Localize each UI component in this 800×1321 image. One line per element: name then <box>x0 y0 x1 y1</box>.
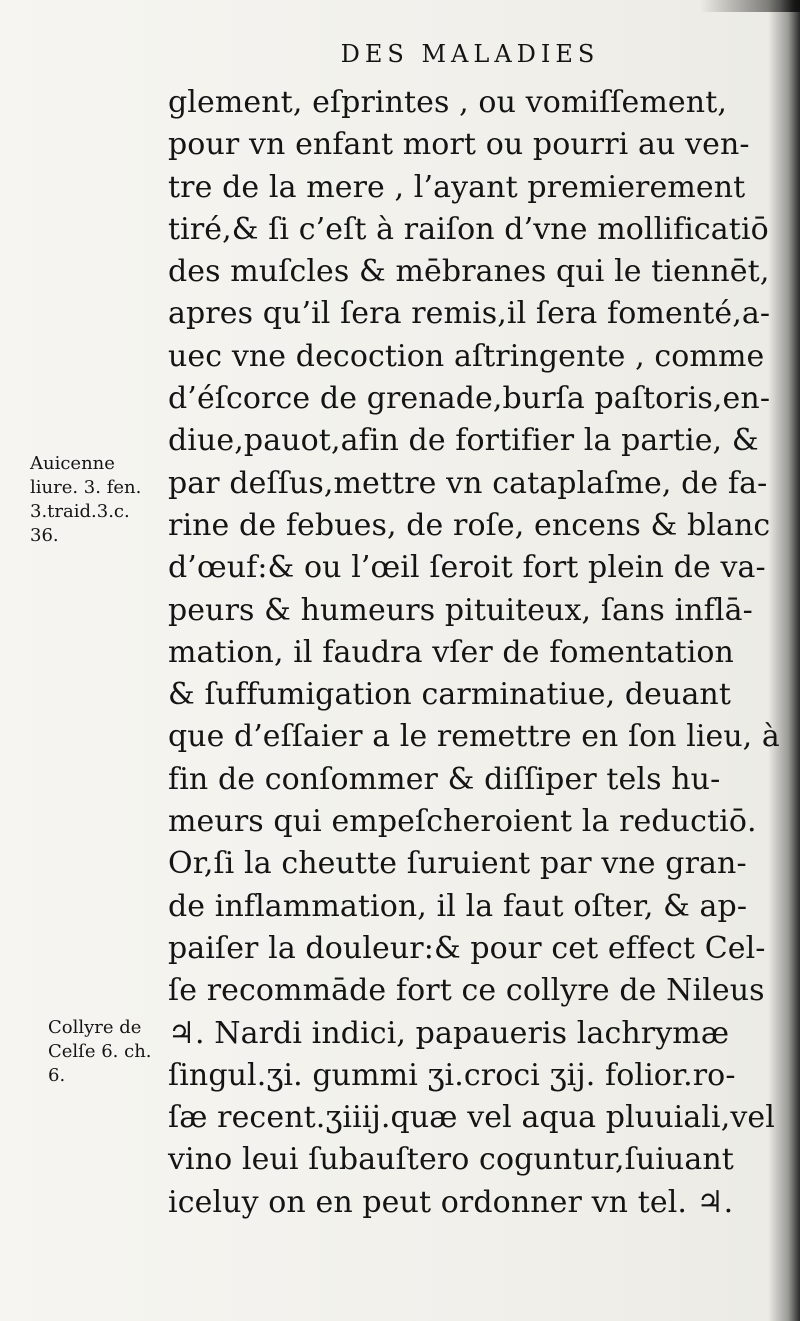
text-line: iceluy on en peut ordonner vn tel. ♃. <box>168 1184 734 1220</box>
marginal-note-avicenna <box>30 452 141 548</box>
text-line: ſe recommāde fort ce collyre de Nileus <box>168 973 765 1009</box>
text-line: pour vn enfant mort ou pourri au ven- <box>168 127 750 163</box>
text-line: ♃. Nardi indici, papaueris lachrymæ <box>168 1015 730 1051</box>
text-line: & ſuffumigation carminatiue, deuant <box>168 677 732 713</box>
text-line: tiré,& ſi c’eſt à raiſon d’vne mollificatiō <box>168 211 769 247</box>
text-line: ſæ recent.ʒiiij.quæ vel aqua pluuiali,vel <box>168 1100 775 1136</box>
marginal-note-line: 36. <box>30 525 59 546</box>
text-line: d’éſcorce de grenade,burſa paſtoris,en- <box>168 381 771 417</box>
text-line: que d’eſſaier a le remettre en ſon lieu, à <box>168 719 780 755</box>
marginal-note-line: Celſe 6. ch. <box>48 1041 152 1062</box>
text-line: vino leui ſubauſtero coguntur,ſuiuant <box>168 1142 734 1178</box>
text-line: meurs qui empeſcheroient la reductiō. <box>168 804 757 840</box>
text-line: mation, il faudra vſer de fomentation <box>168 634 734 670</box>
text-line: des muſcles & mēbranes qui le tiennēt, <box>168 254 770 290</box>
marginal-note-line: Collyre de <box>48 1017 142 1038</box>
marginal-note-line: 3.traid.3.c. <box>30 501 130 522</box>
text-line: apres qu’il ſera remis,il ſera fomenté,a- <box>168 296 771 332</box>
text-line: glement, eſprintes , ou vomiſſement, <box>168 85 727 120</box>
text-line: d’œuf:& ou l’œil ſeroit fort plein de va- <box>168 550 766 586</box>
text-line: par deſſus,mettre vn cataplaſme, de fa- <box>168 465 768 501</box>
body-text <box>168 82 780 1224</box>
marginal-note-line: liure. 3. fen. <box>30 477 142 498</box>
page-edge-shadow <box>700 0 800 12</box>
text-line: rine de febues, de roſe, encens & blanc <box>168 507 771 543</box>
text-line: Or,ſi la cheutte ſuruient par vne gran- <box>168 846 747 882</box>
text-line: diue,pauot,afin de fortifier la partie, & <box>168 423 759 459</box>
text-line: tre de la mere , l’ayant premierement <box>168 169 746 205</box>
text-line: paiſer la douleur:& pour cet effect Cel- <box>168 930 766 966</box>
marginal-note-collyre <box>48 1016 152 1088</box>
marginal-note-line: Auicenne <box>30 453 115 474</box>
text-line: de inflammation, il la faut oſter, & ap- <box>168 888 748 924</box>
text-line: peurs & humeurs pituiteux, ſans inflā- <box>168 592 753 628</box>
running-head: DES MALADIES <box>340 40 600 68</box>
marginal-note-line: 6. <box>48 1065 66 1086</box>
text-line: uec vne decoction aſtringente , comme <box>168 338 765 374</box>
text-line: fin de conſommer & diſſiper tels hu- <box>168 761 721 797</box>
text-line: ſingul.ʒi. gummi ʒi.croci ʒij. folior.ro- <box>168 1057 736 1093</box>
